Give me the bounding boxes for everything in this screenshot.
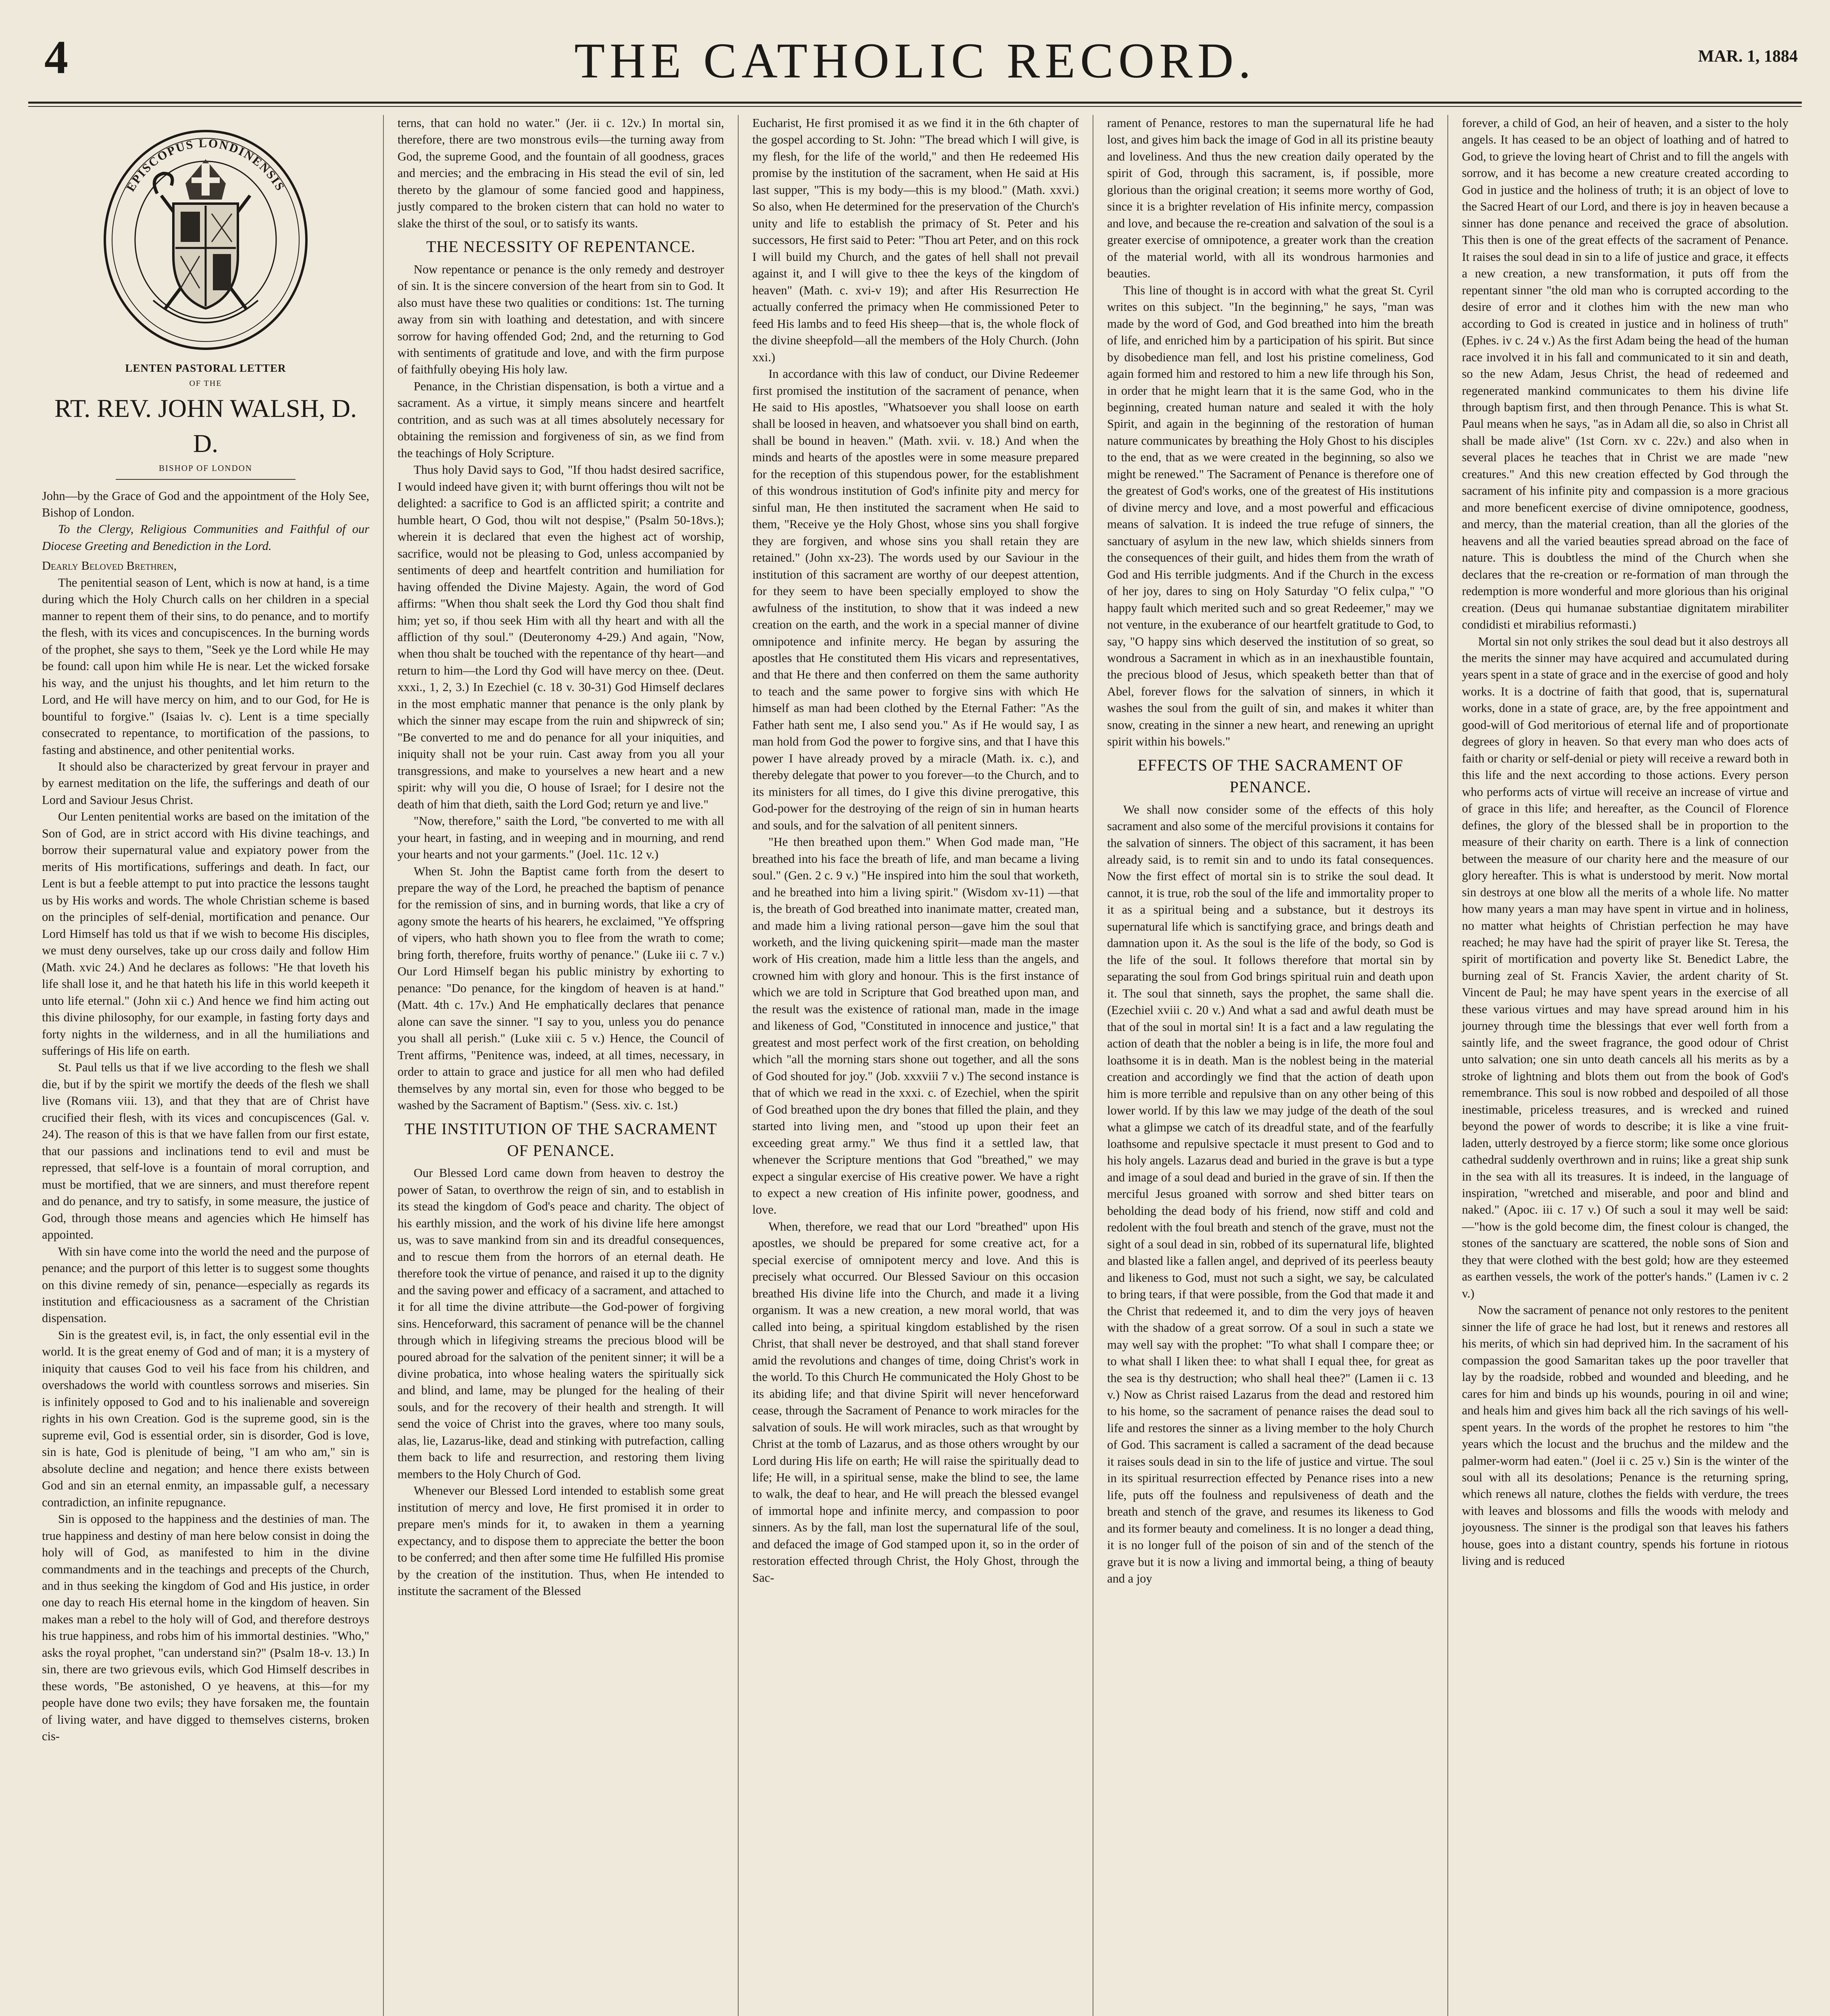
paragraph: Sin is opposed to the happiness and the destinies of man. The true happiness and destiny of man here below consist in doing the holy will of God, as manifested to him in the divine commandments and in the teachings and precepts of the Church, and in thus seeking the kingdom of God and His justice, in order one day to reach His eternal home in the kingdom of heaven. Sin makes man a rebel to the holy will of God, and therefore destroys his true happiness, and robs him of his immortal destinies. "Who," asks the royal prophet, "can understand sin?" (Psalm 18-v. 13.) In sin, there are two grievous evils, which God Himself describes in these words, "Be astonished, O ye heavens, at this—for my people have done two evils; they have forsaken me, the fountain of living water, and have digged to themselves cisterns, broken cis- <box>42 1512 369 1743</box>
column-2 <box>383 115 738 2016</box>
paragraph: Dearly Beloved Brethren, <box>42 559 177 573</box>
paragraph: "He then breathed upon them." When God made man, "He breathed into his face the breath of life, and man became a living soul." (Gen. 2 c. 9 v.) "He inspired into him the soul that worketh, and he breathed into him a living spirit." (Wisdom xv-11) —that is, the breath of God breathed into inanimate matter, created man, and made him a living rational person—gave him the soul that worketh, and the living quickening spirit—made man the master work of His creation, made him a little less than the angels, and crowned him with glory and honour. This is the first instance of which we are told in Scripture that God breathed upon man, and the result was the existence of rational man, made in the image and likeness of God, "Constituted in innocence and justice," that greatest and most perfect work of the first creation, on beholding which "all the morning stars shone out together, and all the sons of God shouted for joy." (Job. xxxviii 7 v.) The second instance is that of which we read in the xxxi. c. of Ezechiel, when the spirit of God breathed upon the dry bones that filled the plain, and they started into living men, and "stood up upon their feet an exceeding great army." We thus find it a settled law, that whenever the Scripture mentions that God "breathed," we may expect a singular exercise of His creative power. We have a right to expect a new creation of His infinite power, goodness, and love. <box>752 835 1079 1217</box>
paragraph: To the Clergy, Religious Communities and Faithful of our Diocese Greeting and Benediction in the Lord. <box>42 522 369 553</box>
masthead <box>0 24 1830 89</box>
paragraph: When St. John the Baptist came forth from the desert to prepare the way of the Lord, he preached the baptism of penance for the remission of sins, and in burning words, that like a cry of agony smote the hearts of his hearers, he exclaimed, "Ye offspring of vipers, who hath shown you to flee from the wrath to come; bring forth, therefore, fruits worthy of penance." (Luke iii c. 7 v.) Our Lord Himself began his public ministry by exhorting to penance: "Do penance, for the kingdom of heaven is at hand." (Matt. 4th c. 17v.) And He emphatically declares that penance alone can save the sinner. "I say to you, unless you do penance you shall all perish." (Luke xiii c. 5 v.) Hence, the Council of Trent affirms, "Penitence was, indeed, at all times, necessary, in order to attain to grace and justice for all men who had defiled themselves by any mortal sin, even for those who begged to be washed by the Sacrament of Baptism." (Sess. xiv. c. 1st.) <box>398 864 724 1112</box>
letter-caption: LENTEN PASTORAL LETTER <box>125 362 286 374</box>
paragraph: Our Blessed Lord came down from heaven to destroy the power of Satan, to overthrow the reign of sin, and to establish in its stead the kingdom of God's peace and charity. The object of his earthly mission, and the work of his divine life here amongst us, was to save mankind from sin and its dreadful consequences, and to rescue them from the horrors of an eternal death. He therefore took the virtue of penance, and raised it up to the dignity and the saving power and efficacy of a sacrament, and attached to it for all time the divine attribute—the God-power of forgiving sins. Henceforward, this sacrament of penance will be the channel through which in lifegiving streams the precious blood will be poured abroad for the salvation of the penitent sinner; it will be a divine probatica, into whose healing waters the spiritually sick and blind, and lame, may be plunged for the healing of their souls, and for the recovery of their health and strength. It will send the voice of Christ into the graves, where too many souls, alas, lie, Lazarus-like, dead and stinking with putrefaction, calling them back to life and resurrection, and restoring them living members to the Holy Church of God. <box>398 1166 724 1481</box>
section-heading: EFFECTS OF THE SACRAMENT OF PENANCE. <box>1137 756 1403 796</box>
seal-inscription: EPISCOPUS LONDINENSIS <box>124 136 287 194</box>
article-columns <box>28 115 1802 2016</box>
divider <box>116 479 296 480</box>
seal-icon <box>93 119 319 353</box>
page-number: 4 <box>44 31 68 83</box>
paragraph: "Now, therefore," saith the Lord, "be converted to me with all your heart, in fasting, and in weeping and in mourning, and rend your hearts and not your garments." (Joel. 11c. 12 v.) <box>398 814 724 862</box>
column-3 <box>738 115 1093 2016</box>
episcopal-seal <box>42 119 369 353</box>
column-4 <box>1093 115 1447 2016</box>
paragraph: Now the sacrament of penance not only restores to the penitent sinner the life of grace he had lost, but it renews and restores all his merits, of which sin had deprived him. In the sacrament of his compassion the good Samaritan takes up the poor traveller that lay by the roadside, robbed and wounded and bleeding, and he cares for him and binds up his wounds, pouring in oil and wine; and heals him and gives him back all the rich savings of his well-spent years. In the words of the prophet he restores to him "the years which the locust and the bruchus and the mildew and the palmer-worm had eaten." (Joel ii c. 25 v.) Sin is the winter of the soul with all its desolations; Penance is the returning spring, which renews all nature, clothes the fields with verdure, the trees with leaves and blossoms and fills the woods with melody and joyousness. The sinner is the prodigal son that leaves his fathers house, goes into a distant country, spends his fortune in riotous living and is reduced <box>1462 1303 1788 1568</box>
paragraph: Mortal sin not only strikes the soul dead but it also destroys all the merits the sinner may have acquired and accumulated during years spent in a state of grace and in the exercise of good and holy works. It is a doctrine of faith that good, that is, supernatural works, done in a state of grace, are, by the free appointment and good-will of God meritorious of eternal life and of proportionate degrees of glory in heaven. So that every man who does acts of faith or charity or self-denial or piety will receive a reward both in this life and the next according to those actions. Every person who performs acts of virtue will receive an increase of virtue and of grace in this life; and hereafter, as the Council of Florence defines, the glory of the blessed shall be in proportion to the measure of their charity on earth. There is a link of connection between the measure of our charity here and the measure of our glory hereafter. This is what is understood by merit. Now mortal sin destroys at one blow all the merits of a whole life. No matter how many years a man may have spent in virtue and in holiness, no matter what heights of Christian perfection he may have reached; he may have had the spirit of prayer like St. Teresa, the spirit of mortification and poverty like St. Benedict Labre, the burning zeal of St. Francis Xavier, the ardent charity of St. Vincent de Paul; he may have spent years in the exercise of all these various virtues and may have spread around him in his journey through time the blessings that ever well forth from a saintly life, and the sweet fragrance, the good odour of Christ unto salvation; one sin unto death cancels all his merits as by a stroke of lightning and blots them out from the book of God's remembrance. This soul is now robbed and despoiled of all those inestimable, priceless treasures, and is wrecked and ruined beyond the power of words to describe; it is like a vine fruit-laden, utterly destroyed by a fierce storm; like some once glorious cathedral suddenly overthrown and in ruins; like a great ship sunk in the sea with all its treasures. It is indeed, in the language of inspiration, "wretched and miserable, and poor and blind and naked." (Apoc. iii c. 17 v.) Of such a soul it may well be said:—"how is the gold become dim, the finest colour is changed, the stones of the sanctuary are scattered, the noble sons of Sion and they that were clothed with the best gold; how are they esteemed as earthen vessels, the work of the potter's hands." (Lamen iv c. 2 v.) <box>1462 634 1788 1300</box>
column-5 <box>1447 115 1802 2016</box>
bishop-title: BISHOP OF LONDON <box>159 463 252 473</box>
column-1 <box>28 115 383 2016</box>
paragraph: rament of Penance, restores to man the supernatural life he had lost, and gives him back the image of God in all its pristine beauty and loveliness. And thus the new creation daily operated by the spirit of God, through this sacrament, is, if possible, more glorious than the original creation; it seems more worthy of God, since it is a brighter revelation of His infinite mercy, compassion and love, and because the re-creation and salvation of the soul is a greater exercise of omnipotence, a greater work than the creation of the material world, with all its wondrous harmonies and beauties. <box>1107 116 1434 281</box>
paragraph: It should also be characterized by great fervour in prayer and by earnest meditation on the life, the sufferings and death of our Lord and Saviour Jesus Christ. <box>42 760 369 807</box>
paragraph: St. Paul tells us that if we live according to the flesh we shall die, but if by the spirit we mortify the deeds of the flesh we shall live (Romans viii. 13), and that they that are of Christ have crucified their flesh, with its vices and concupiscences (Gal. v. 24). The reason of this is that we have fallen from our first estate, that our passions and inclinations tend to evil and must be repressed, that self-love is a fountain of moral corruption, and must be mortified, that we are sinners, and must therefore repent and do penance, and try to satisfy, in some measure, the justice of God, through those means and agencies which He himself has appointed. <box>42 1060 369 1242</box>
paragraph: Whenever our Blessed Lord intended to establish some great institution of mercy and love, He first promised it in order to prepare men's minds for it, to awaken in them a yearning expectancy, and to dispose them to appreciate the better the boon to be conferred; and then after some time He fulfilled His promise by the creation of the institution. Thus, when He intended to institute the sacrament of the Blessed <box>398 1484 724 1598</box>
paragraph: Now repentance or penance is the only remedy and destroyer of sin. It is the sincere conversion of the heart from sin to God. It also must have these two qualities or conditions: 1st. The turning away from sin with loathing and detestation, and with sincere sorrow for having offended God; 2nd, and the returning to God with sentiments of gratitude and love, and with the firm purpose of faithfully obeying His holy law. <box>398 262 724 377</box>
paragraph: We shall now consider some of the effects of this holy sacrament and also some of the merciful provisions it contains for the salvation of sinners. The object of this sacrament, it has been already said, is to remit sin and to undo its fatal consequences. Now the first effect of mortal sin is to strike the soul dead. It cannot, it is true, rob the soul of the life and immortality proper to it as a spiritual being and a substance, but it destroys its supernatural life which is sanctifying grace, and brings death and damnation upon it. As the soul is the life of the body, so God is the life of the soul. It follows therefore that mortal sin by separating the soul from God brings spiritual ruin and death upon it. The soul that sinneth, says the prophet, the same shall die. (Ezechiel xviii c. 20 v.) And what a sad and awful death must be that of the soul in mortal sin! It is a fact and a law regulating the action of death that the nobler a being is in life, the more foul and loathsome it is in death. Man is the noblest being in the material creation and accordingly we find that the action of death upon him is more terrible and repulsive than on any other being of this lower world. If by this law we may judge of the death of the soul what a glimpse we catch of its dreadful state, and of the fearfully loathsome and repulsive spectacle it must present to God and to his holy angels. Lazarus dead and buried in the grave is but a type and image of a soul dead and buried in the grave of sin. If then the merciful Jesus groaned with sorrow and shed bitter tears on beholding the dead body of his friend, now stiff and cold and redolent with the foul breath and stench of the grave, must not the sight of a soul dead in sin, robbed of its supernatural life, blighted and blasted like a fallen angel, and deprived of its peerless beauty and likeness to God, must not such a sight, we say, be calculated to bring tears, if that were possible, from the God that made it and the Christ that redeemed it, and to dim the very joys of heaven with the shadow of a great sorrow. Of a soul in such a state we may well say with the prophet: "To what shall I compare thee; or to what shall I liken thee: to what shall I equal thee, for great as the sea is thy destruction; who shall heal thee?" (Lamen ii c. 13 v.) Now as Christ raised Lazarus from the dead and restored him to his home, so the sacrament of penance raises the dead soul to life and restores the sinner as a living member to the holy Church of God. This sacrament is called a sacrament of the dead because it raises souls dead in sin to the life of justice and virtue. The soul in its spiritual resurrection effected by Penance rises into a new life, puts off the foulness and repulsiveness of death and the breath and stench of the grave, and resumes its likeness to God and its former beauty and comeliness. It is no longer a dead thing, it is no longer full of the poison of sin and of the stench of the grave but it is now a living and immortal being, a thing of beauty and a joy <box>1107 802 1434 1586</box>
paragraph: Thus holy David says to God, "If thou hadst desired sacrifice, I would indeed have given it; with burnt offerings thou wilt not be delighted: a sacrifice to God is an afflicted spirit; a contrite and humble heart, O God, thou wilt not despise," (Psalm 50-18vs.); wherein it is declared that even the highest act of worship, sacrifice, would not be pleasing to God, unless accompanied by sentiments of deep and heartfelt contrition and humiliation for having offended the Divine Majesty. Again, the word of God affirms: "When thou shalt seek the Lord thy God thou shalt find him; yet so, if thou seek Him with all thy heart and with all the affliction of thy soul." (Deuteronomy 4-29.) And again, "Now, when thou shalt be touched with the repentance of thy heart—and return to him—the Lord thy God will have mercy on thee. (Deut. xxxi., 1, 2, 3.) In Ezechiel (c. 18 v. 30-31) God Himself declares in the most emphatic manner that penance is the only plank by which the sinner may escape from the ruin and shipwreck of sin; "Be converted to me and do penance for all your iniquities, and iniquity shall not be your ruin. Cast away from you all your transgressions, and make to yourselves a new heart and a new spirit: why will you die, O house of Israel; for I desire not the death of him that dieth, saith the Lord God; return ye and live." <box>398 463 724 811</box>
paragraph: Penance, in the Christian dispensation, is both a virtue and a sacrament. As a virtue, it simply means sincere and heartfelt contrition, and as such was at all times absolutely necessary for obtaining the remission and forgiveness of sin, as we find from the teachings of Holy Scripture. <box>398 379 724 460</box>
section-heading: THE NECESSITY OF REPENTANCE. <box>426 237 695 256</box>
paragraph: When, therefore, we read that our Lord "breathed" upon His apostles, we should be prepared for some creative act, for a special exercise of omnipotent mercy and love. And this is precisely what occurred. Our Blessed Saviour on this occasion breathed His divine life into the Church, and made it a living organism. It was a new creation, a new moral world, that was called into being, a spiritual kingdom established by the risen Christ, that shall never be destroyed, and that shall stand forever amid the revolutions and changes of time, doing Christ's work in the world. To this Church He communicated the Holy Ghost to be its abiding life; and that divine Spirit will never henceforward cease, through the Sacrament of Penance to work miracles for the salvation of souls. He will work miracles, such as that wrought by Christ at the tomb of Lazarus, and as those others wrought by our Lord during His life on earth; He will raise the spiritually dead to life; He will, in a spiritual sense, make the blind to see, the lame to walk, the deaf to hear, and He will preach the blessed evangel of immortal hope and infinite mercy, and compassion to poor sinners. As by the fall, man lost the supernatural life of the soul, and defaced the image of God stamped upon it, so in the order of restoration effected through Christ, the Holy Ghost, through the Sac- <box>752 1219 1079 1585</box>
paragraph: Eucharist, He first promised it as we find it in the 6th chapter of the gospel according to St. John: "The bread which I will give, is my flesh, for the life of the world," and then He redeemed His promise by the institution of the sacrament, when He said at His last supper, "This is my body—this is my blood." (Math. xxvi.) So also, when He determined for the preservation of the Church's unity and life to establish the primacy of St. Peter and his successors, He first said to Peter: "Thou art Peter, and on this rock I will build my Church, and the gates of hell shall not prevail against it, and I will give to thee the keys of the kingdom of heaven" (Math. c. xvi-v 19); and after His Resurrection He actually conferred the primacy when He commissioned Peter to feed His lambs and to feed His sheep—that is, the whole flock of the divine sheepfold—all the members of the Holy Church. (John xxi.) <box>752 116 1079 364</box>
bishop-name: RT. REV. JOHN WALSH, D. D. <box>54 394 357 458</box>
paragraph: Sin is the greatest evil, is, in fact, the only essential evil in the world. It is the great enemy of God and of man; it is a mystery of iniquity that causes God to veil his face from his children, and overshadows the world with countless sorrows and miseries. Sin is infinitely opposed to God and to his inalienable and sovereign rights in his own Creation. God is the supreme good, sin is the supreme evil, God is essential order, sin is disorder, God is love, sin is hate, God is plenitude of being, "I am who am," sin is absolute decline and negation; and hence there exists between God and sin an eternal enmity, an impassable gulf, a necessary contradiction, an infinite repugnance. <box>42 1328 369 1509</box>
masthead-rule <box>28 102 1802 107</box>
paragraph: terns, that can hold no water." (Jer. ii c. 12v.) In mortal sin, therefore, there are two monstrous evils—the turning away from God, the supreme Good, and the fountain of all goodness, graces and mercies; and the embracing in His stead the evil of sin, led thereto by the glamour of some fancied good and happiness, justly compared to the broken cistern that can hold no water to slake the thirst of the soul, or to satisfy its wants. <box>398 116 724 230</box>
letter-of-the: OF THE <box>189 379 222 388</box>
section-heading: THE INSTITUTION OF THE SACRAMENT OF PENANCE. <box>404 1119 717 1160</box>
paragraph: Our Lenten penitential works are based on the imitation of the Son of God, are in strict accord with His divine teachings, and borrow their supernatural value and expiatory power from the merits of His mortifications, sufferings and death. In fact, our Lent is but a feeble attempt to put into practice the lessons taught us by His works and words. The whole Christian scheme is based on the principles of self-denial, mortification and penance. Our Lord Himself has told us that if we wish to become His disciples, we must deny ourselves, take up our cross daily and follow Him (Math. xvic 24.) And he declares as follows: "He that loveth his life shall lose it, and he that hateth his life in this world keepeth it unto life eternal." (John xii c.) And hence we find him acting out this divine philosophy, for our example, in fasting forty days and forty nights in the wilderness, and in all the humiliations and sufferings of His life on earth. <box>42 810 369 1058</box>
issue-date: MAR. 1, 1884 <box>1698 47 1798 66</box>
paragraph: With sin have come into the world the need and the purpose of penance; and the purport of this letter is to suggest some thoughts on this divine remedy of sin, penance—especially as regards its institution and efficaciousness as a sacrament of the Christian dispensation. <box>42 1244 369 1325</box>
newspaper-title: THE CATHOLIC RECORD. <box>574 33 1256 88</box>
paragraph: forever, a child of God, an heir of heaven, and a sister to the holy angels. It has ceased to be an object of loathing and of hatred to God, to grieve the loving heart of Christ and to fill the angels with sorrow, and it has become a new creature created according to God in justice and the holiness of truth; it is an object of love to the Sacred Heart of our Lord, and there is joy in heaven because a sinner has done penance and received the grace of absolution. This then is one of the great effects of the sacrament of Penance. It raises the soul dead in sin to a life of justice and grace, it effects a new creation, a new transformation, it puts off from the repentant sinner "the old man who is corrupted according to the desire of error and it clothes him with the new man who according to God is created in justice and in holiness of truth" (Ephes. iv c. 24 v.) As the first Adam being the head of the human race involved it in his fall and communicated to it sin and death, so the new Adam, Jesus Christ, the head of redeemed and regenerated mankind communicates to them his divine life through baptism first, and then through Penance. This is what St. Paul means when he says, "as in Adam all die, so also in Christ all shall be made alive" (1st Corn. xv c. 22v.) and also when in several places he teaches that in Christ we are made "new creatures." And this new creation effected by God through the sacrament of his infinite pity and compassion is a more gracious and more beneficent exercise of divine omnipotence, goodness, and mercy, than the material creation, than all the glories of the heavens and all the varied beauties spread abroad on the face of nature. This is doubtless the mind of the Church when she declares that the re-creation or re-formation of man through the redemption is more wonderful and more glorious than his original creation. (Deus qui humanae substantiae dignitatem mirabiliter condidisti et mirabilius reformasti.) <box>1462 116 1788 632</box>
paragraph: The penitential season of Lent, which is now at hand, is a time during which the Holy Church calls on her children in a special manner to repent them of their sins, to do penance, and to mortify the flesh, with its vices and concupiscences. In the burning words of the prophet, she says to them, "Seek ye the Lord while He may be found: call upon him while He is near. Let the wicked forsake his way, and the unjust his thoughts, and let him return to the Lord, and He will have mercy on him, and to our God, for He is bountiful to forgive." (Isaias lv. c). Lent is a time specially consecrated to repentance, to mortification of the passions, to fasting and abstinence, and other penitential works. <box>42 575 369 757</box>
paragraph: This line of thought is in accord with what the great St. Cyril writes on this subject. "In the beginning," he says, "man was made by the word of God, and God breathed into him the breath of life, and enriched him by a participation of his spirit. But since by disobedience man fell, and lost his pristine comeliness, God again formed him and restored to him a new life through his Son, in order that he might learn that it is the same God, who in the beginning, created human nature and sealed it with the holy Spirit, and again in the beginning of the restoration of human nature communicates by breathing the Holy Ghost to his disciples to the end, that as we were created in the beginning, so also we might be renewed." The Sacrament of Penance is therefore one of the greatest of God's works, one of the greatest of His institutions of divine mercy and love, and a most powerful and efficacious means of salvation. It is indeed the true refuge of sinners, the sanctuary of asylum in the new law, which shields sinners from the consequences of their guilt, and hides them from the wrath of God and His terrible judgments. And if the Church in the excess of her joy, dares to sing on Holy Saturday "O felix culpa," "O happy fault which merited such and so great Redeemer," may we not venture, in the exuberance of our heartfelt gratitude to God, to say, "O happy sins which deserved the institution of so great, so wondrous a Sacrament in which as in an inexhaustible fountain, the precious blood of Jesus, which speaketh better than that of Abel, forever flows for the salvation of sinners, in which it washes the soul from the guilt of sin, and makes it whiter than snow, creating in the sinner a new heart, and renewing an upright spirit within his bowels." <box>1107 283 1434 749</box>
paragraph: In accordance with this law of conduct, our Divine Redeemer first promised the institution of the sacrament of penance, when He said to His apostles, "Whatsoever you shall loose on earth shall be loosed in heaven, and whatsoever you shall bind on earth, shall be bound in heaven." (Math. xvii. v. 18.) And when the minds and hearts of the apostles were in some measure prepared for the reception of this stupendous power, for the establishment of this wondrous institution of God's infinite pity and mercy for sinful man, He then instituted the sacrament when He said to them, "Receive ye the Holy Ghost, whose sins you shall forgive they are forgiven, and whose sins you shall retain they are retained." (John xx-23). The words used by our Saviour in the institution of this sacrament are worthy of our deepest attention, for they seem to have been specially employed to show the awfulness of the institution, to show that it was indeed a new creation on the earth, and the work in a special manner of divine omnipotence and infinite mercy. He began by assuring the apostles that He constituted them His vicars and representatives, and that He there and then conferred on them the same authority to teach and the same power to forgive sins with which He himself as man had been clothed by the Eternal Father: "As the Father hath sent me, I also send you." As if He would say, I as man hold from God the power to forgive sins, and that I have this power I have already proved by a miracle (Math. ix. c.), and thereby delegate that power to you forever—to the Church, and to its ministers for all times, do I give this divine prerogative, this God-power for the destroying of the reign of sin in human hearts and souls, and for the salvation of all penitent sinners. <box>752 367 1079 832</box>
paragraph: John—by the Grace of God and the appointment of the Holy See, Bishop of London. <box>42 489 369 519</box>
